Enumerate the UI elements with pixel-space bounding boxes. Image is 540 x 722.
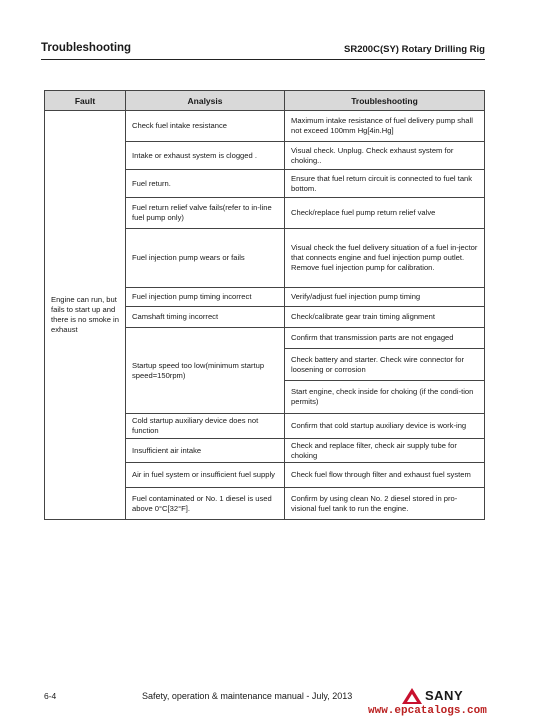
analysis-cell: Fuel return relief valve fails(refer to in-line fuel pump only) <box>126 198 285 229</box>
analysis-cell: Camshaft timing incorrect <box>126 307 285 328</box>
troubleshooting-cell: Check/replace fuel pump return relief valve <box>285 198 485 229</box>
troubleshooting-cell: Ensure that fuel return circuit is connected to fuel tank bottom. <box>285 170 485 198</box>
column-header-troubleshooting: Troubleshooting <box>285 91 485 111</box>
section-title: Troubleshooting <box>41 42 132 54</box>
model-title: SR200C(SY) Rotary Drilling Rig <box>344 44 485 55</box>
column-header-analysis: Analysis <box>126 91 285 111</box>
troubleshooting-cell: Check/calibrate gear train timing alignment <box>285 307 485 328</box>
analysis-cell: Insufficient air intake <box>126 439 285 463</box>
analysis-cell: Fuel injection pump wears or fails <box>126 229 285 288</box>
troubleshooting-cell: Start engine, check inside for choking (if the condi-tion permits) <box>285 381 485 414</box>
brand-name: SANY <box>425 688 464 703</box>
analysis-cell: Intake or exhaust system is clogged . <box>126 142 285 170</box>
troubleshooting-cell: Verify/adjust fuel injection pump timing <box>285 288 485 307</box>
analysis-cell: Startup speed too low(minimum startup speed=150rpm) <box>126 328 285 414</box>
column-header-fault: Fault <box>45 91 126 111</box>
table-row <box>45 111 485 142</box>
analysis-cell: Cold startup auxiliary device does not function <box>126 414 285 439</box>
troubleshooting-table <box>44 90 485 520</box>
analysis-cell: Fuel return. <box>126 170 285 198</box>
sany-logo-icon <box>402 688 422 704</box>
analysis-cell: Air in fuel system or insufficient fuel supply <box>126 463 285 488</box>
analysis-cell: Fuel injection pump timing incorrect <box>126 288 285 307</box>
troubleshooting-cell: Visual check. Unplug. Check exhaust system for choking.. <box>285 142 485 170</box>
troubleshooting-cell: Check and replace filter, check air supply tube for choking <box>285 439 485 463</box>
analysis-cell: Fuel contaminated or No. 1 diesel is used above 0°C[32°F]. <box>126 488 285 520</box>
troubleshooting-cell: Maximum intake resistance of fuel delivery pump shall not exceed 100mm Hg[4in.Hg] <box>285 111 485 142</box>
watermark: www.epcatalogs.com <box>368 705 487 717</box>
troubleshooting-cell: Check fuel flow through filter and exhaust fuel system <box>285 463 485 488</box>
fault-cell: Engine can run, but fails to start up and there is no smoke in exhaust <box>45 111 126 520</box>
troubleshooting-cell: Visual check the fuel delivery situation of a fuel in-jector that connects engine and fuel injection pump outlet. Remove fuel injection pump for calibration. <box>285 229 485 288</box>
manual-title: Safety, operation & maintenance manual - July, 2013 <box>142 691 353 701</box>
troubleshooting-cell: Confirm that transmission parts are not engaged <box>285 328 485 349</box>
table-header-row <box>45 91 485 111</box>
troubleshooting-cell: Confirm that cold startup auxiliary device is work-ing <box>285 414 485 439</box>
analysis-cell: Check fuel intake resistance <box>126 111 285 142</box>
troubleshooting-cell: Check battery and starter. Check wire connector for loosening or corrosion <box>285 349 485 381</box>
troubleshooting-cell: Confirm by using clean No. 2 diesel stored in pro-visional fuel tank to run the engine. <box>285 488 485 520</box>
header-rule <box>41 59 485 60</box>
page-number: 6-4 <box>44 691 57 701</box>
